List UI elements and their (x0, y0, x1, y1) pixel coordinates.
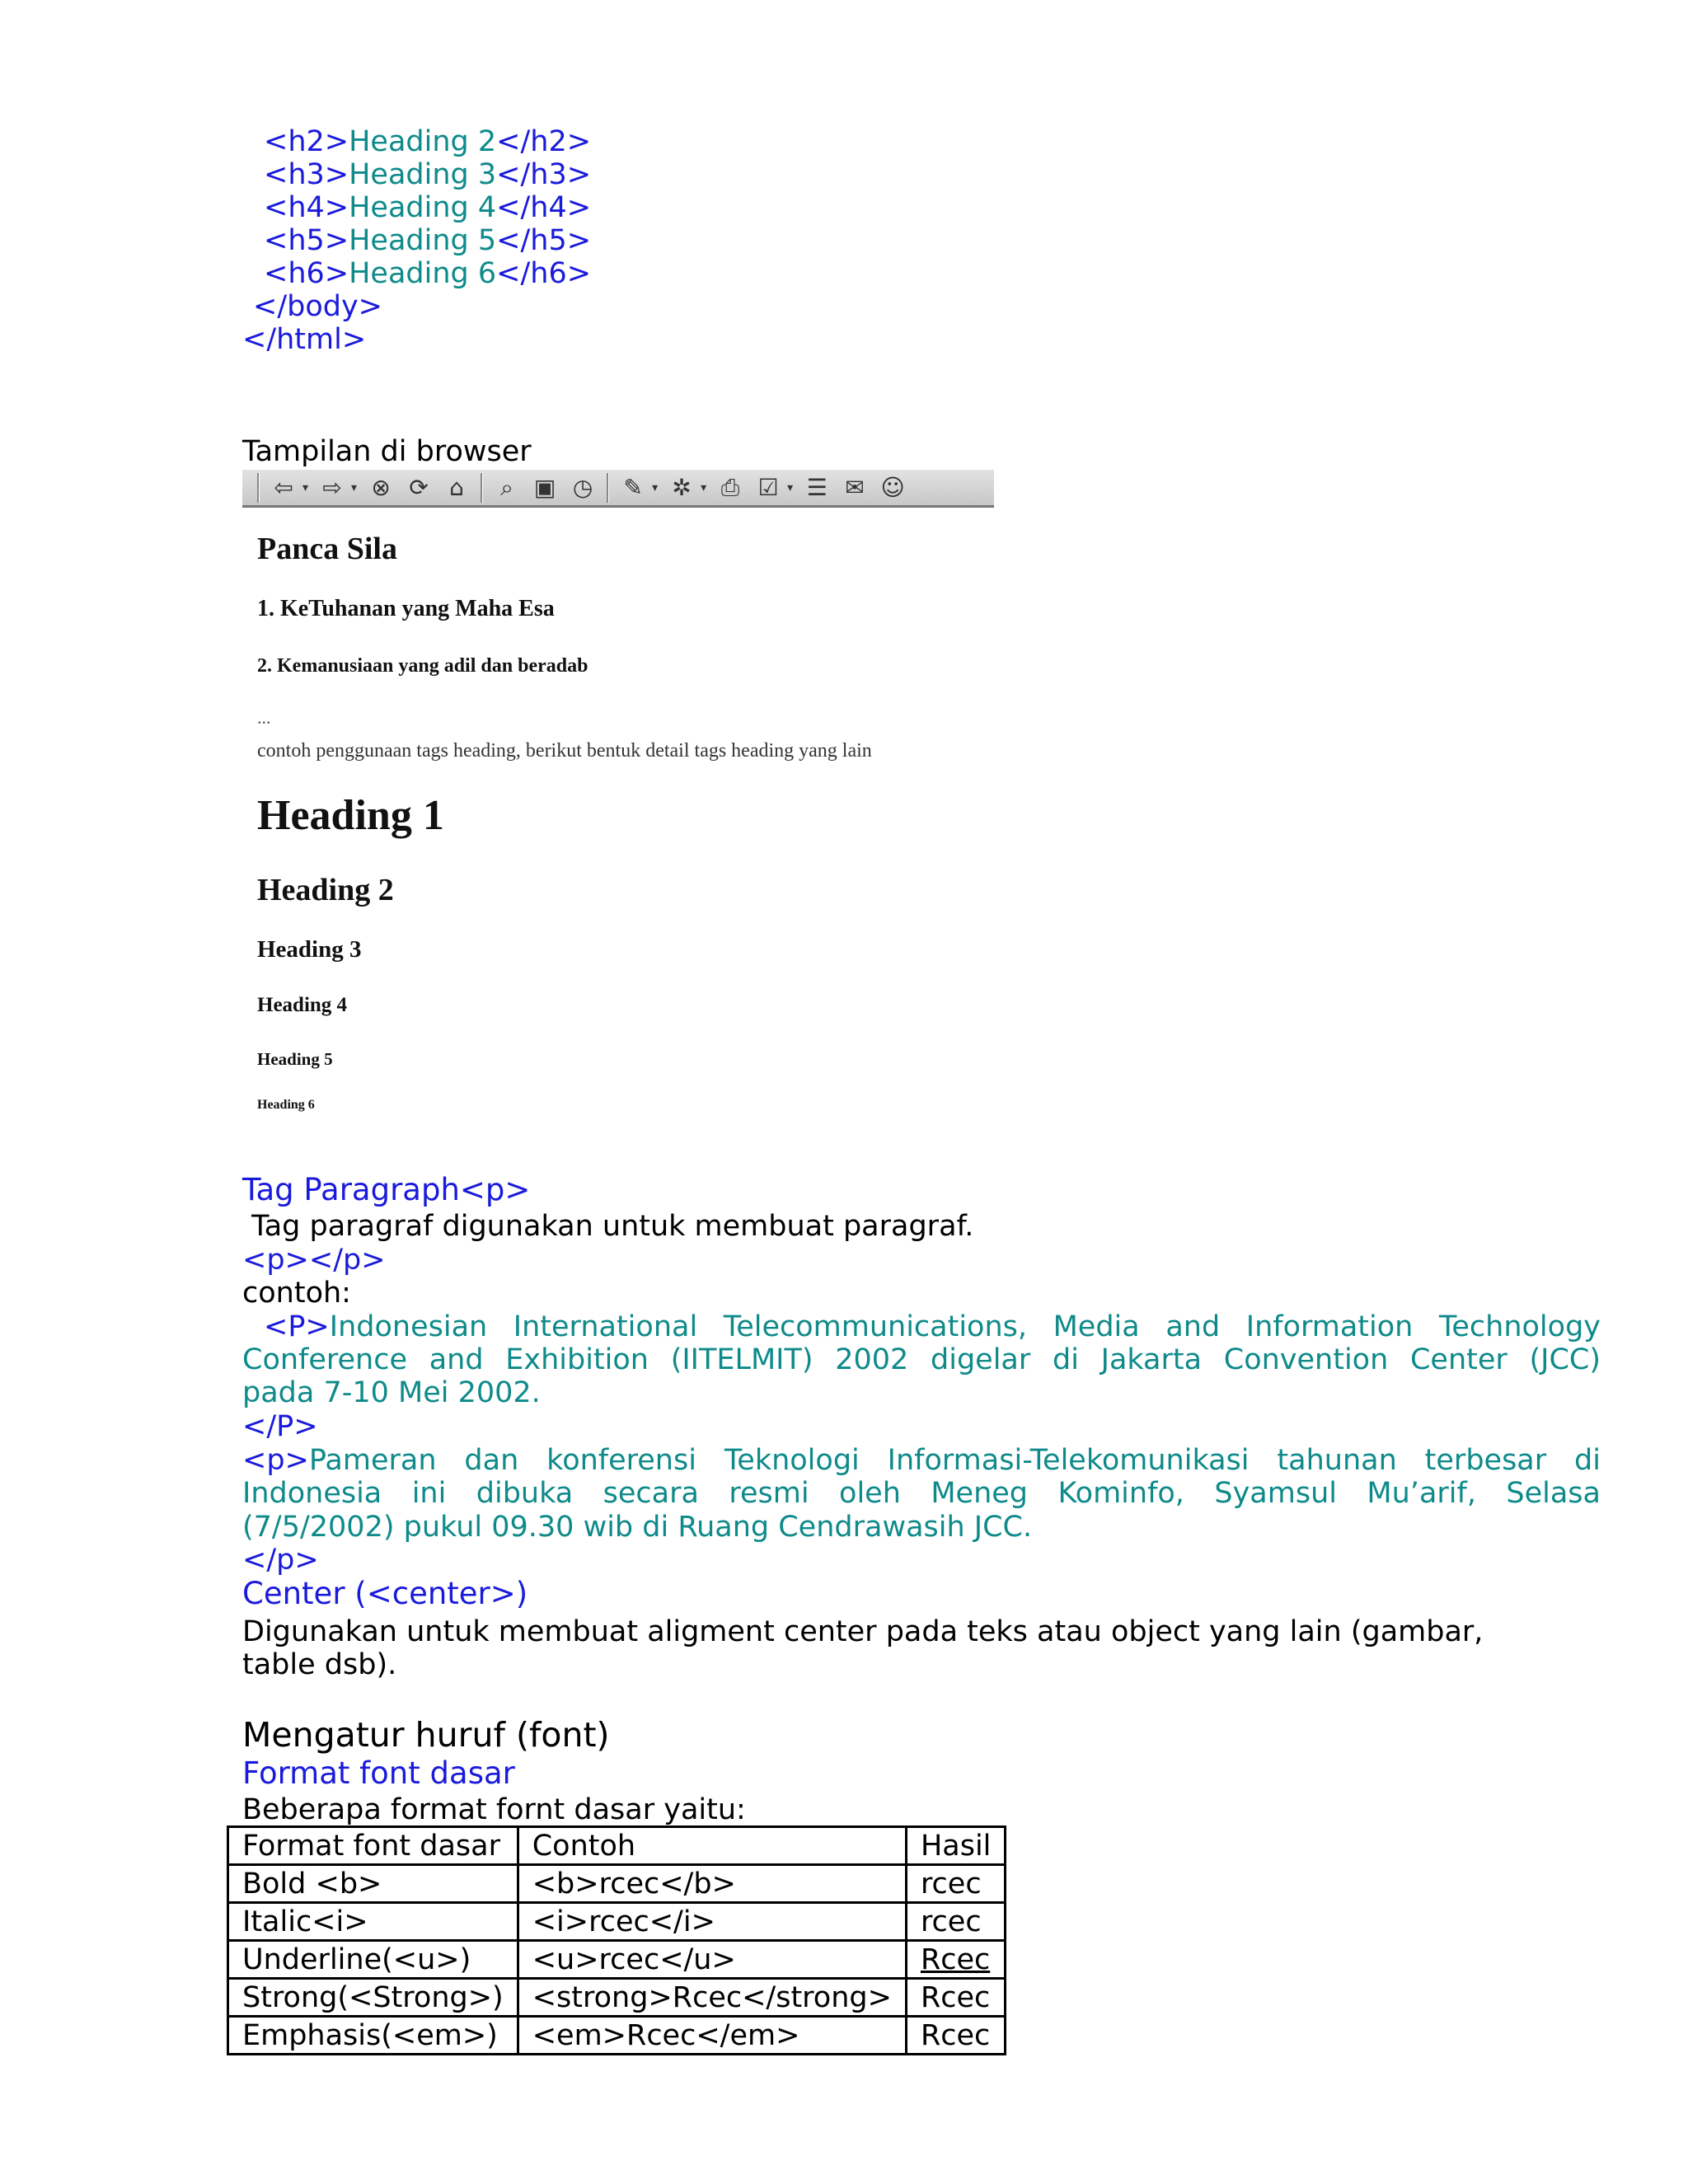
search-icon[interactable]: ⌕ (500, 473, 513, 501)
chevron-down-icon[interactable]: ▾ (351, 480, 358, 494)
code-line-h6 (264, 257, 591, 290)
browser-heading-3: Heading 3 (257, 936, 362, 963)
browser-screenshot (242, 470, 994, 1129)
table-cell: Rcec (906, 1979, 1005, 2017)
font-section-subheading: Format font dasar (242, 1755, 515, 1791)
history-icon[interactable]: ◷ (572, 474, 593, 501)
paragraph-section-title: Tag Paragraph<p> (242, 1172, 531, 1207)
table-cell: <strong>Rcec</strong> (518, 1979, 906, 2017)
example-p1-line2: Conference and Exhibition (IITELMIT) 2002 digelar di Jakarta Convention Center (JCC) (242, 1343, 1601, 1376)
browser-item-2: 2. Kemanusiaan yang adil dan beradab (257, 655, 588, 677)
table-cell: <b>rcec</b> (518, 1865, 906, 1903)
code-text: Heading 5 (349, 224, 497, 257)
table-header-cell: Format font dasar (228, 1827, 518, 1865)
example-p2-line2: Indonesia ini dibuka secara resmi oleh Meneg Kominfo, Syamsul Mu’arif, Selasa (242, 1477, 1601, 1510)
user-icon[interactable]: ☺ (880, 474, 905, 501)
code-tag-open: <h4> (264, 191, 349, 224)
example-p1-line3: pada 7-10 Mei 2002. (242, 1376, 541, 1409)
table-cell: Rcec (906, 1941, 1005, 1979)
note-icon[interactable]: ☑ (757, 474, 779, 501)
browser-toolbar (242, 470, 994, 508)
code-text: Indonesian International Telecommunications, Media and Information Technology (329, 1310, 1601, 1343)
table-cell: Underline(<u>) (228, 1941, 518, 1979)
table-cell: Emphasis(<em>) (228, 2017, 518, 2055)
browser-heading-2: Heading 2 (257, 873, 394, 907)
code-line-body-close: </body> (253, 290, 383, 323)
contoh-label: contoh: (242, 1277, 351, 1310)
browser-item-1: 1. KeTuhanan yang Maha Esa (257, 596, 555, 621)
table-row (228, 1979, 1006, 2017)
chevron-down-icon[interactable]: ▾ (701, 480, 707, 494)
code-line-h3 (264, 158, 591, 191)
settings-icon[interactable]: ✲ (672, 474, 692, 501)
code-tag-open: <h2> (264, 125, 349, 158)
code-tag-close: </h4> (496, 191, 592, 224)
code-tag-close: </h3> (496, 158, 592, 191)
browser-example-text: contoh penggunaan tags heading, berikut bentuk detail tags heading yang lain (257, 740, 872, 762)
center-desc-line1: Digunakan untuk membuat aligment center pada teks atau object yang lain (gambar, (242, 1615, 1484, 1648)
table-cell: Italic<i> (228, 1903, 518, 1941)
center-desc-line2: table dsb). (242, 1648, 397, 1681)
example-p1-line1 (242, 1310, 1601, 1343)
table-row (228, 2017, 1006, 2055)
table-row (228, 1865, 1006, 1903)
code-text: Heading 6 (349, 257, 497, 290)
table-cell: Rcec (906, 2017, 1005, 2055)
code-line-html-close: </html> (242, 323, 367, 356)
code-tag-close: </h2> (496, 125, 592, 158)
toolbar-separator (607, 473, 609, 503)
table-header-cell: Hasil (906, 1827, 1005, 1865)
code-text: Pameran dan konferensi Teknologi Informasi-Telekomunikasi tahunan terbesar di (308, 1444, 1601, 1477)
code-tag-open: <h6> (264, 257, 349, 290)
table-cell: rcec (906, 1903, 1005, 1941)
browser-panca-sila: Panca Sila (257, 532, 397, 566)
toolbar-separator (257, 473, 260, 503)
browser-heading-4: Heading 4 (257, 994, 348, 1016)
toolbar-separator (481, 473, 483, 503)
browser-heading-5: Heading 5 (257, 1049, 333, 1069)
back-icon[interactable]: ⇦ (274, 474, 293, 501)
browser-ellipsis: ... (257, 707, 271, 728)
table-cell: <u>rcec</u> (518, 1941, 906, 1979)
table-row (228, 1941, 1006, 1979)
table-cell: Strong(<Strong>) (228, 1979, 518, 2017)
browser-caption: Tampilan di browser (242, 435, 532, 468)
table-cell: rcec (906, 1865, 1005, 1903)
chevron-down-icon[interactable]: ▾ (652, 480, 659, 494)
example-p2-line1 (242, 1444, 1601, 1477)
table-header-cell: Contoh (518, 1827, 906, 1865)
code-text: Heading 4 (349, 191, 497, 224)
font-format-table (227, 1825, 1006, 2055)
code-tag-close: </h6> (496, 257, 592, 290)
example-p2-close: </p> (242, 1544, 319, 1577)
table-header-row (228, 1827, 1006, 1865)
code-tag-close: </h5> (496, 224, 592, 257)
print-icon[interactable]: ⎙ (720, 473, 740, 501)
stop-icon[interactable]: ⊗ (371, 474, 391, 501)
code-tag-open: <h5> (264, 224, 349, 257)
example-p1-close: </P> (242, 1410, 318, 1443)
chevron-down-icon[interactable]: ▾ (302, 480, 309, 494)
browser-heading-6: Heading 6 (257, 1098, 315, 1112)
favorites-icon[interactable]: ▣ (533, 474, 556, 501)
font-section-heading: Mengatur huruf (font) (242, 1715, 610, 1755)
code-tag-open: <P> (264, 1310, 330, 1343)
paragraph-syntax: <p></p> (242, 1244, 386, 1277)
chevron-down-icon[interactable]: ▾ (787, 480, 794, 494)
messenger-icon[interactable]: ✉ (845, 474, 865, 501)
code-line-h5 (264, 224, 591, 257)
code-tag-open: <h3> (264, 158, 349, 191)
code-line-h4 (264, 191, 591, 224)
forward-icon[interactable]: ⇨ (322, 474, 342, 501)
example-p2-line3: (7/5/2002) pukul 09.30 wib di Ruang Cendrawasih JCC. (242, 1511, 1033, 1544)
home-icon[interactable]: ⌂ (449, 474, 464, 501)
document-icon[interactable]: ☰ (806, 474, 828, 501)
browser-heading-1: Heading 1 (257, 792, 444, 839)
edit-icon[interactable]: ✎ (623, 474, 643, 501)
code-text: Heading 3 (349, 158, 497, 191)
center-section-title: Center (<center>) (242, 1576, 528, 1611)
refresh-icon[interactable]: ⟳ (409, 474, 429, 501)
table-cell: Bold <b> (228, 1865, 518, 1903)
paragraph-section-desc: Tag paragraf digunakan untuk membuat paragraf. (242, 1210, 974, 1243)
code-line-h2 (264, 125, 591, 158)
table-row (228, 1903, 1006, 1941)
code-tag-open: <p> (242, 1444, 309, 1477)
table-cell: <i>rcec</i> (518, 1903, 906, 1941)
table-cell: <em>Rcec</em> (518, 2017, 906, 2055)
code-text: Heading 2 (349, 125, 497, 158)
font-section-intro: Beberapa format fornt dasar yaitu: (242, 1793, 746, 1826)
